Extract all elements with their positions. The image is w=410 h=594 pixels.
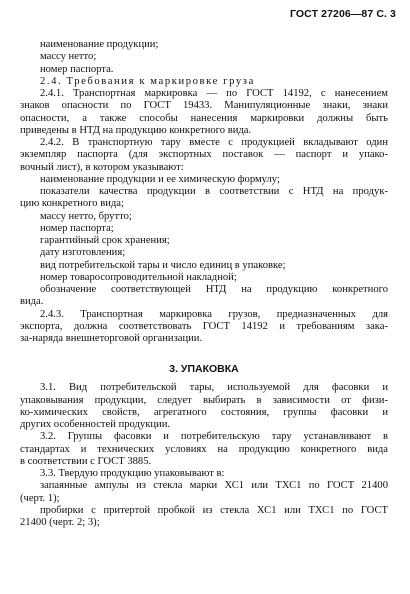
text-line: массу нетто, брутто; [40, 210, 132, 222]
text-line: ко-химических свойств, агрегатного состояния, группы фасовки и [20, 406, 388, 418]
text-line: 3.2. Группы фасовки и потребительскую тару устанавливают в [40, 431, 388, 443]
text-line: дату изготовления; [40, 247, 126, 259]
text-line: гарантийный срок хранения; [40, 235, 170, 246]
text-line: приведены в НТД на продукцию конкретного вида. [20, 124, 252, 136]
text-line: 3.3. Твердую продукцию упаковывают в: [40, 468, 225, 479]
text-line: 2.4.3. Транспортная маркировка грузов, предназначенных для [40, 308, 388, 320]
text-line: 21400 (черт. 2; 3); [20, 517, 100, 528]
text-line: упаковывания продукции, следует выбирать в зависимости от физи- [20, 394, 388, 406]
text-line: вочный лист), в котором указывают: [20, 161, 184, 173]
text-line: наименование продукции и ее химическую формулу; [40, 173, 280, 185]
text-line: в соответствии с ГОСТ 3885. [20, 455, 152, 467]
text-line: 3.1. Вид потребительской тары, используемой для фасовки и [40, 382, 388, 394]
text-line: 2.4.2. В транспортную тару вместе с продукцией вкладывают один [40, 137, 388, 148]
text-line: наименование продукции; [40, 39, 159, 50]
text-line: экспорта, должна соответствовать ГОСТ 14192 и требованиям зака- [20, 320, 388, 332]
section-spacer [20, 345, 388, 363]
text-line: пробирки с притертой пробкой из стекла ХС1 или ТХС1 по ГОСТ [40, 504, 388, 516]
document-body [20, 39, 388, 529]
text-line: массу нетто; [40, 51, 97, 63]
text-line: 2.4.1. Транспортная маркировка — по ГОСТ 14192, с нанесением [40, 88, 388, 99]
text-line: номер паспорта. [40, 63, 114, 75]
text-line: (черт. 1); [20, 492, 60, 504]
section-title: 3. УПАКОВКА [169, 363, 239, 376]
text-line: показатели качества продукции в соответствии с НТД на продук- [40, 186, 388, 197]
page-header: ГОСТ 27206—87 С. 3 [290, 8, 396, 20]
subsection-heading: 2.4. Требования к маркировке груза [40, 75, 255, 87]
text-line: знаков опасности по ГОСТ 19433. Манипуляционные знаки, знаки [20, 100, 388, 112]
text-line: стандартах и технических условиях на продукцию конкретного вида [20, 443, 388, 455]
text-line: за-наряда внешнеторговой организации. [20, 333, 203, 344]
text-line: других особенностей продукции. [20, 419, 171, 430]
text-line: вида. [20, 296, 44, 308]
text-line: запаянные ампулы из стекла марки ХС1 или ТХС1 по ГОСТ 21400 [40, 480, 388, 492]
text-line: обозначение соответствующей НТД на продукцию конкретного [40, 284, 388, 295]
text-line: вид потребительской тары и число единиц в упаковке; [40, 259, 286, 271]
text-line: экземпляр паспорта (для экспортных поставок — паспорт и упако- [20, 149, 388, 161]
text-line: цию конкретного вида; [20, 198, 124, 210]
text-line: номер паспорта; [40, 222, 114, 234]
text-line: номер товаросопроводительной накладной; [40, 271, 237, 283]
text-line: опасности, а также способы нанесения маркировки должны быть [20, 112, 388, 124]
